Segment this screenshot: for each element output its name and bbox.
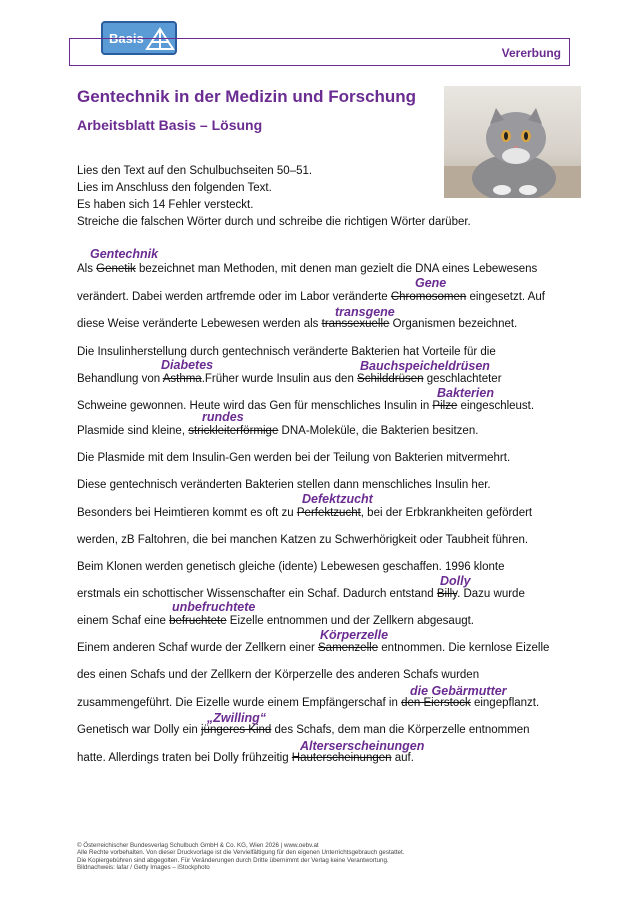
text-line: Behandlung von Asthma.Früher wurde Insulin aus den Schilddrüsen geschlachteter — [77, 373, 502, 385]
cat-photo — [444, 86, 581, 198]
footer-line: © Österreichischer Bundesverlag Schulbuch GmbH & Co. KG, Wien 2026 | www.oebv.at — [77, 842, 319, 849]
struck-word: Chromosomen — [390, 291, 467, 303]
text-line: werden, zB Faltohren, die bei manchen Katzen zu Schwerhörigkeit oder Taubheit führen. — [77, 534, 529, 546]
text-line: diese Weise veränderte Lebewesen werden als transsexuelle Organismen bezeichnet. — [77, 318, 518, 330]
struck-word: transsexuelle — [321, 318, 390, 330]
struck-word: Genetik — [96, 263, 136, 275]
footer-line: Bildnachweis: lafar / Getty Images – iStockphoto — [77, 864, 210, 872]
intro-line: Streiche die falschen Wörter durch und schreibe die richtigen Wörter darüber. — [77, 216, 471, 228]
text-line: Besonders bei Heimtieren kommt es oft zu Perfektzucht, bei der Erbkrankheiten gefördert — [77, 507, 533, 519]
cat-illustration — [444, 86, 581, 198]
text-line: Einem anderen Schaf wurde der Zellkern einer Samenzelle entnommen. Die kernlose Eizelle — [77, 642, 550, 654]
struck-word: Asthma — [162, 373, 202, 385]
struck-word: Billy — [436, 588, 458, 600]
text-line: Diese gentechnisch veränderten Bakterien stellen dann menschliches Insulin her. — [77, 479, 491, 491]
text-line: zusammengeführt. Die Eizelle wurde einem Empfängerschaf in den Eierstock eingepflanzt. — [77, 697, 540, 709]
text-line: verändert. Dabei werden artfremde oder im Labor veränderte Chromosomen eingesetzt. Auf — [77, 291, 545, 303]
struck-word: jüngeres Kind — [201, 724, 272, 736]
topic-label: Vererbung — [501, 46, 561, 60]
correction: Bakterien — [437, 386, 494, 400]
text-line: Die Insulinherstellung durch gentechnisch veränderte Bakterien hat Vorteile für die — [77, 346, 496, 358]
footer-line: Die Kopiergebühren sind abgegolten. Für Veränderungen durch Dritte übernimmt der Verlag keine Verantwortung. — [77, 856, 389, 864]
struck-word: Schilddrüsen — [357, 373, 424, 385]
correction: die Gebärmutter — [410, 684, 507, 698]
text-line: hatte. Allerdings traten bei Dolly frühzeitig Hauterscheinungen auf. — [77, 752, 414, 764]
intro-line: Lies im Anschluss den folgenden Text. — [77, 182, 272, 194]
intro-line: Lies den Text auf den Schulbuchseiten 50–51. — [77, 165, 313, 177]
correction: Gene — [415, 276, 447, 290]
correction: Bauchspeicheldrüsen — [360, 359, 490, 373]
text-line: Plasmide sind kleine, strickleiterförmige DNA-Moleküle, die Bakterien besitzen. — [77, 425, 479, 437]
correction: Alterserscheinungen — [300, 739, 425, 753]
correction: Diabetes — [161, 358, 214, 372]
text-line: einem Schaf eine befruchtete Eizelle entnommen und der Zellkern abgesaugt. — [77, 615, 475, 627]
correction: Dolly — [440, 574, 471, 588]
text-line: erstmals ein schottischer Wissenschafter ein Schaf. Dadurch entstand Billy. Dazu wurde — [77, 588, 525, 600]
correction: rundes — [202, 410, 244, 424]
page-title: Gentechnik in der Medizin und Forschung — [77, 87, 417, 106]
text-line: Beim Klonen werden genetisch gleiche (idente) Lebewesen geschaffen. 1996 klonte — [77, 561, 505, 573]
text-line: Die Plasmide mit dem Insulin-Gen werden bei der Teilung von Bakterien mitvermehrt. — [77, 452, 511, 464]
text-line: Schweine gewonnen. Heute wird das Gen für menschliches Insulin in Pilze eingeschleust. — [77, 400, 535, 412]
correction: unbefruchtete — [172, 600, 256, 614]
correction: Defektzucht — [302, 492, 373, 506]
struck-word: strickleiterförmige — [188, 425, 279, 437]
correction: „Zwilling“ — [207, 711, 267, 725]
correction: transgene — [335, 305, 395, 319]
struck-word: Samenzelle — [318, 642, 379, 654]
struck-word: Perfektzucht — [296, 507, 361, 519]
struck-word: befruchtete — [169, 615, 227, 627]
text-line: des einen Schafs und der Zellkern der Körperzelle des anderen Schafs wurden — [77, 669, 480, 681]
correction: Gentechnik — [90, 247, 159, 261]
page-subtitle: Arbeitsblatt Basis – Lösung — [77, 117, 263, 133]
footer — [77, 842, 404, 872]
text-line: Genetisch war Dolly ein jüngeres Kind des Schafs, dem man die Körperzelle entnommen — [77, 724, 530, 736]
struck-word: Pilze — [432, 400, 458, 412]
logo-text: Basis — [109, 31, 144, 46]
text-line: Als Genetik bezeichnet man Methoden, mit denen man gezielt die DNA eines Lebewesens — [77, 263, 538, 275]
header-frame — [69, 38, 570, 66]
struck-word: den Eierstock — [401, 697, 471, 709]
struck-word: Hauterscheinungen — [291, 752, 392, 764]
intro-line: Es haben sich 14 Fehler versteckt. — [77, 199, 254, 211]
footer-line: Alle Rechte vorbehalten. Von dieser Druckvorlage ist die Vervielfältigung für den eigenen Unterrichtsgebrauch gestattet. — [77, 849, 405, 857]
correction: Körperzelle — [320, 628, 389, 642]
